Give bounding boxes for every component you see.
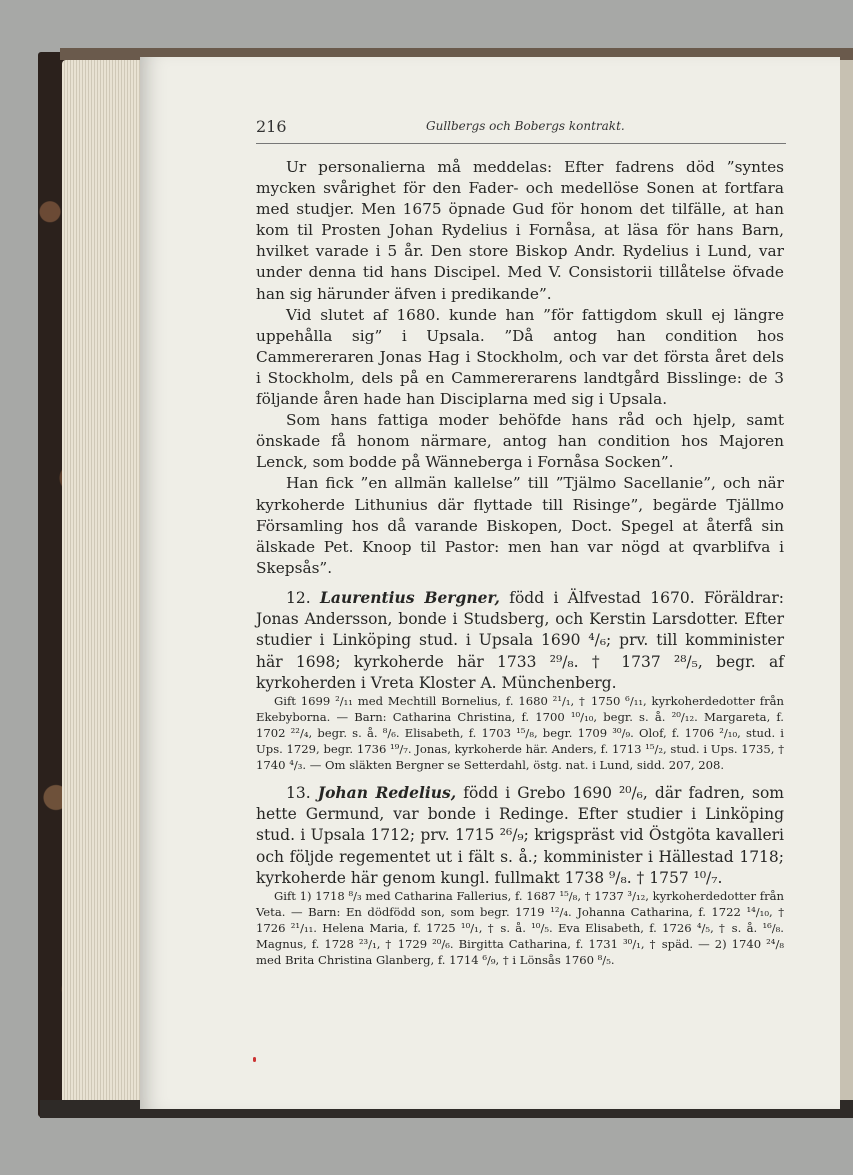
entry-12-note: Gift 1699 ²/₁₁ med Mechtill Bornelius, f. 1680 ²¹/₁, † 1750 ⁶/₁₁, kyrkoherdedotter från Ekebyborna. — Barn: Catharina Christina, f. 1700 ¹⁰/₁₀, begr. s. å. ²⁰/₁₂. Margareta, f. 1702 ²²/₄, begr. s. å. ⁸/₆. Elisabeth, f. 1703 ¹⁵/₈, begr. 1709 ³⁰/₉. Olof, f. 1706 ²/₁₀, stud. i Ups. 1729, begr. 1736 ¹⁹/₇. Jonas, kyrkoherde här. Anders, f. 1713 ¹⁵/₂, stud. i Ups. 1735, † 1740 ⁴/₃. — Om släkten Bergner se Setterdahl, östg. nat. i Lund, sidd. 207, 208. — [256, 694, 784, 772]
entry-12 — [256, 587, 784, 694]
running-title: Gullbergs och Bobergs kontrakt. — [426, 119, 625, 133]
book-page — [140, 57, 840, 1109]
paragraph: Han fick ”en allmän kallelse” till ”Tjälmo Sacellanie”, och när kyrkoherde Lithunius där flyttade till Risinge”, begärde Tjällmo Församling hos då varande Biskopen, Doct. Spegel at återfå sin älskade Pet. Knoop til Pastor: men han var nögd at qvarblifva i Skepsås”. — [256, 474, 784, 577]
red-ink-mark — [253, 1057, 256, 1062]
page-number: 216 — [256, 117, 287, 136]
entry-text: född i Grebo 1690 ²⁰/₆, där fadren, som hette Germund, var bonde i Redinge. Efter studier i Linköping stud. i Upsala 1712; prv. 1715 ²⁶/₉; krigspräst vid Östgöta kavalleri och följde regementet ut i fält s. å.; komminister i Hällestad 1718; kyrkoherde här genom kungl. fullmakt 1738 ⁹/₈. † 1757 ¹⁰/₇. — [256, 783, 784, 888]
entry-13 — [256, 782, 784, 889]
page-stack-edges — [62, 60, 144, 1108]
entry-number: 12. — [286, 588, 311, 607]
entry-13-note: Gift 1) 1718 ⁸/₃ med Catharina Fallerius, f. 1687 ¹⁵/₈, † 1737 ³/₁₂, kyrkoherdedotter från Veta. — Barn: En dödfödd son, som begr. 1719 ¹²/₄. Johanna Catharina, f. 1722 ¹⁴/₁₀, † 1726 ²¹/₁₁. Helena Maria, f. 1725 ¹⁰/₁, † s. å. ¹⁰/₅. Eva Elisabeth, f. 1726 ⁴/₅, † s. å. ¹⁶/₈. Magnus, f. 1728 ²³/₁, † 1729 ²⁰/₆. Birgitta Catharina, f. 1731 ³⁰/₁, † späd. — 2) 1740 ²⁴/₈ med Brita Christina Glanberg, f. 1714 ⁶/₉, † i Lönsås 1760 ⁸/₅. — [256, 889, 784, 967]
entry-number: 13. — [286, 783, 311, 802]
paragraph: Ur personalierna må meddelas: Efter fadrens död ”syntes mycken svårighet för den Fader- och medellöse Sonen at fortfara med studjer. Men 1675 öpnade Gud för honom det tilfälle, at han kom til Prosten Johan Rydelius i Fornåsa, at läsa för hans Barn, hvilket varade i 5 år. Den store Biskop Andr. Rydelius i Lund, var under denna tid hans Discipel. Med V. Consistorii tillåtelse öfvade han sig härunder äfven i predikande”. — [256, 158, 784, 303]
entry-name: Laurentius Bergner, — [320, 587, 500, 607]
entry-text: född i Älfvestad 1670. Föräldrar: Jonas Andersson, bonde i Studsberg, och Kerstin Larsdotter. Efter studier i Linköping stud. i Upsala 1690 ⁴/₆; prv. till komminister här 1698; kyrkoherde här 1733 ²⁹/₈. † 1737 ²⁸/₅, begr. af kyrkoherden i Vreta Kloster A. Münchenberg. — [256, 588, 785, 693]
page-header — [256, 117, 786, 144]
entry-name: Johan Redelius, — [317, 782, 457, 802]
paragraph: Som hans fattiga moder behöfde hans råd och hjelp, samt önskade få honom närmare, antog han condition hos Majoren Lenck, som bodde på Wänneberga i Fornåsa Socken”. — [256, 411, 784, 472]
paragraph: Vid slutet af 1680. kunde han ”för fattigdom skull ej längre uppehålla sig” i Upsala. ”Då antog han condition hos Cammereraren Jonas Hag i Stockholm, och var det första året dels i Stockholm, dels på en Cammererarens landtgård Bisslinge: de 3 följande åren hade han Disciplarna med sig i Upsala. — [256, 305, 784, 409]
page-text — [256, 157, 784, 969]
